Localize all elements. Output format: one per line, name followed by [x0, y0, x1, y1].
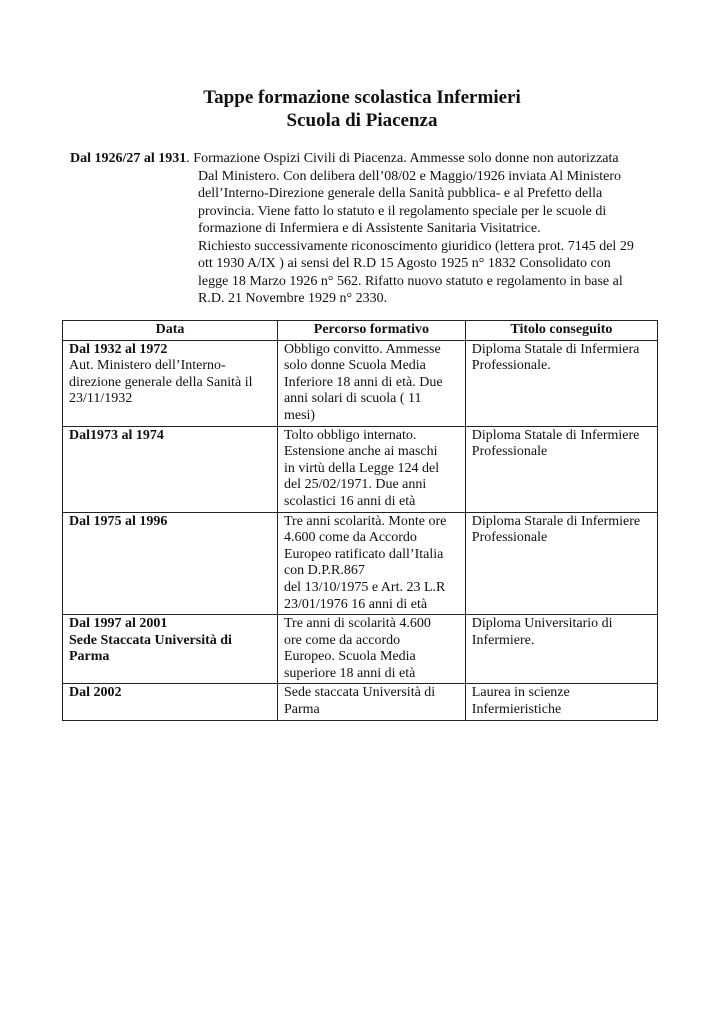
intro-paragraph	[70, 150, 670, 308]
cell-text-line: Estensione anche ai maschi	[283, 444, 438, 460]
cell-data	[63, 684, 278, 720]
cell-titolo	[465, 684, 657, 720]
table-row	[63, 426, 658, 512]
cell-text-line: Professionale	[471, 444, 548, 460]
cell-text-line: superiore 18 anni di età	[283, 665, 416, 681]
cell-text-line: Obbligo convitto. Ammesse	[283, 341, 441, 357]
cell-text-line: scolastici 16 anni di età	[283, 493, 416, 509]
cell-text-line: Europeo ratificato dall’Italia	[283, 546, 444, 562]
cell-titolo	[465, 512, 657, 615]
cell-text-line: 23/11/1932	[69, 391, 133, 407]
cell-text-line: Dal 1932 al 1972	[69, 341, 168, 357]
cell-text-line: Diploma Universitario di	[471, 616, 613, 632]
cell-data	[63, 426, 278, 512]
cell-text-line: Infermiere.	[471, 632, 535, 648]
cell-data	[63, 340, 278, 426]
cell-text-line: Diploma Statale di Infermiera	[471, 341, 640, 357]
intro-period-label: Dal 1926/27 al 1931	[70, 151, 187, 166]
cell-text-line: Inferiore 18 anni di età. Due	[283, 374, 443, 390]
intro-text-line: Richiesto successivamente riconoscimento giuridico (lettera prot. 7145 del 29	[198, 238, 634, 254]
intro-text-line: Dal Ministero. Con delibera dell’08/02 e Maggio/1926 inviata Al Ministero	[198, 168, 622, 184]
cell-percorso	[277, 615, 465, 684]
table-body	[63, 340, 658, 720]
cell-percorso	[277, 684, 465, 720]
table-row	[63, 512, 658, 615]
cell-text-line: Dal 2002	[69, 685, 122, 701]
header-titolo: Titolo conseguito	[465, 321, 657, 341]
cell-text-line: mesi)	[283, 407, 316, 423]
cell-text-line: 23/01/1976 16 anni di età	[283, 596, 428, 612]
cell-text-line: Dal1973 al 1974	[69, 427, 164, 443]
document-title: Tappe formazione scolastica Infermieri	[203, 87, 521, 108]
table-row	[63, 340, 658, 426]
cell-text-line: 4.600 come da Accordo	[283, 530, 417, 546]
cell-text-line: anni solari di scuola ( 11	[283, 391, 422, 407]
cell-text-line: Parma	[283, 702, 320, 718]
cell-text-line: direzione generale della Sanità il	[69, 374, 253, 390]
intro-text-line: legge 18 Marzo 1926 n° 562. Rifatto nuovo statuto e regolamento in base al	[198, 273, 623, 289]
cell-text-line: del 13/10/1975 e Art. 23 L.R	[283, 579, 446, 595]
training-table	[62, 320, 658, 721]
cell-data	[63, 512, 278, 615]
header-percorso: Percorso formativo	[277, 321, 465, 341]
cell-text-line: in virtù della Legge 124 del	[283, 460, 440, 476]
cell-text-line: solo donne Scuola Media	[283, 358, 426, 374]
cell-percorso	[277, 426, 465, 512]
cell-text-line: Sede Staccata Università di	[69, 632, 232, 648]
cell-text-line: Professionale.	[471, 358, 551, 374]
cell-text-line: Parma	[69, 649, 110, 665]
table-row	[63, 684, 658, 720]
cell-percorso	[277, 512, 465, 615]
cell-text-line: Tre anni scolarità. Monte ore	[283, 513, 447, 529]
cell-text-line: Laurea in scienze	[471, 685, 570, 701]
header-data: Data	[63, 321, 278, 341]
intro-text-line: formazione di Infermiera e di Assistente Sanitaria Visitatrice.	[198, 221, 541, 236]
cell-titolo	[465, 426, 657, 512]
cell-text-line: ore come da accordo	[283, 632, 401, 648]
table-row	[63, 615, 658, 684]
table-header-row	[63, 321, 658, 341]
cell-text-line: Sede staccata Università di	[283, 685, 436, 701]
cell-text-line: Diploma Starale di Infermiere	[471, 513, 641, 529]
intro-text-line: provincia. Viene fatto lo statuto e il regolamento speciale per le scuole di	[198, 203, 607, 219]
document-subtitle: Scuola di Piacenza	[286, 110, 438, 131]
cell-text-line: del 25/02/1971. Due anni	[283, 477, 427, 493]
cell-data	[63, 615, 278, 684]
cell-text-line: Europeo. Scuola Media	[283, 649, 416, 665]
intro-text-line: ott 1930 A/IX ) ai sensi del R.D 15 Agosto 1925 n° 1832 Consolidato con	[198, 256, 611, 271]
intro-text-line: dell’Interno-Direzione generale della Sanità pubblica- e al Prefetto della	[198, 186, 603, 201]
intro-text-line: . Formazione Ospizi Civili di Piacenza. Ammesse solo donne non autorizzata	[186, 151, 619, 166]
cell-text-line: con D.P.R.867	[283, 563, 365, 579]
cell-titolo	[465, 340, 657, 426]
cell-text-line: Tre anni di scolarità 4.600	[283, 616, 431, 632]
intro-text-line: R.D. 21 Novembre 1929 n° 2330.	[198, 291, 388, 306]
cell-text-line: Diploma Statale di Infermiere	[471, 427, 640, 443]
cell-text-line: Tolto obbligo internato.	[283, 427, 417, 443]
intro-first-line	[70, 150, 670, 168]
cell-text-line: Aut. Ministero dell’Interno-	[69, 358, 226, 374]
cell-text-line: Dal 1975 al 1996	[69, 513, 168, 529]
cell-text-line: Dal 1997 al 2001	[69, 616, 168, 632]
cell-percorso	[277, 340, 465, 426]
cell-text-line: Infermieristiche	[471, 702, 562, 718]
cell-text-line: Professionale	[471, 530, 548, 546]
cell-titolo	[465, 615, 657, 684]
